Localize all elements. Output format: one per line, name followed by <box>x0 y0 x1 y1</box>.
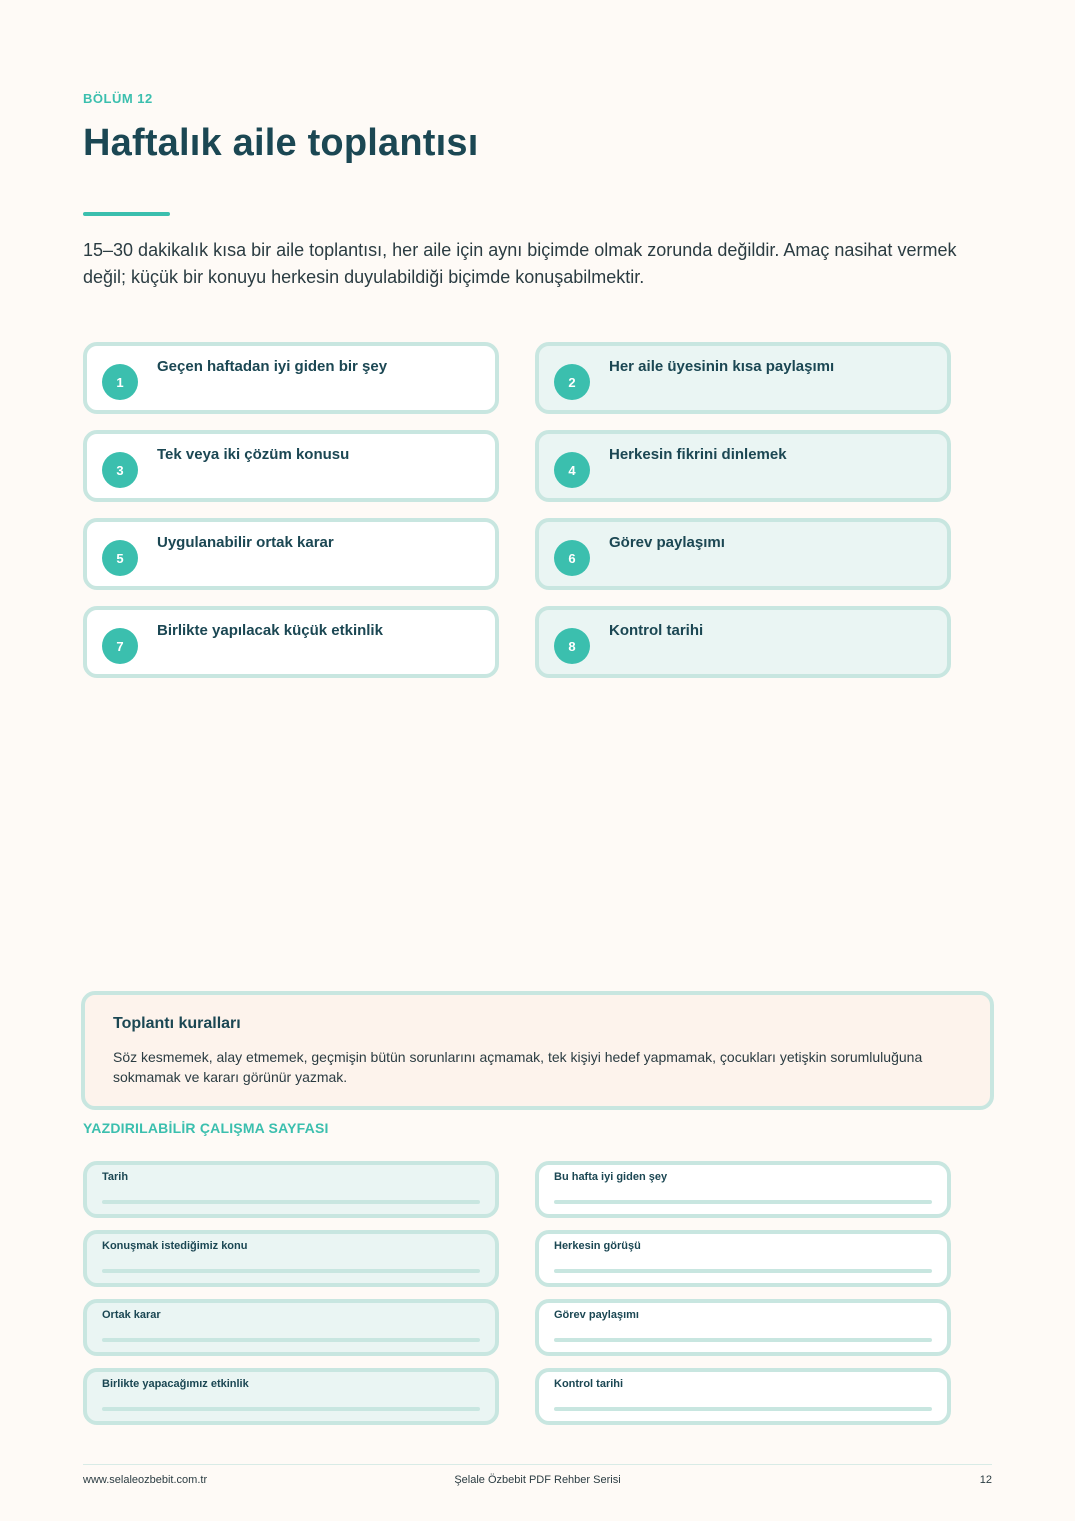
step-card <box>83 430 499 502</box>
step-label: Her aile üyesinin kısa paylaşımı <box>609 358 835 375</box>
step-number-badge: 2 <box>554 364 590 400</box>
field-label: Kontrol tarihi <box>554 1378 624 1390</box>
write-line <box>102 1407 480 1411</box>
step-label: Uygulanabilir ortak karar <box>157 534 334 551</box>
worksheet-field-good-thing[interactable] <box>535 1161 951 1218</box>
footer-series-title: Şelale Özbebit PDF Rehber Serisi <box>454 1474 621 1486</box>
step-number-badge: 3 <box>102 452 138 488</box>
page-title: Haftalık aile toplantısı <box>83 122 479 164</box>
step-label: Birlikte yapılacak küçük etkinlik <box>157 622 383 639</box>
worksheet-field-activity[interactable] <box>83 1368 499 1425</box>
step-number-badge: 8 <box>554 628 590 664</box>
step-card <box>535 518 951 590</box>
field-label: Birlikte yapacağımız etkinlik <box>102 1378 249 1390</box>
rules-title: Toplantı kuralları <box>113 1015 241 1032</box>
step-label: Herkesin fikrini dinlemek <box>609 446 787 463</box>
write-line <box>554 1338 932 1342</box>
title-accent-divider <box>83 212 170 216</box>
step-number-badge: 4 <box>554 452 590 488</box>
step-card <box>535 430 951 502</box>
worksheet-field-topic[interactable] <box>83 1230 499 1287</box>
field-label: Bu hafta iyi giden şey <box>554 1171 668 1183</box>
field-label: Herkesin görüşü <box>554 1240 641 1252</box>
worksheet-grid <box>83 1161 951 1425</box>
page-number: 12 <box>979 1474 992 1486</box>
worksheet-field-tasks[interactable] <box>535 1299 951 1356</box>
write-line <box>554 1269 932 1273</box>
write-line <box>554 1407 932 1411</box>
chapter-label: BÖLÜM 12 <box>83 91 153 106</box>
step-card <box>83 342 499 414</box>
step-number-badge: 1 <box>102 364 138 400</box>
footer-website-link[interactable]: www.selaleozbebit.com.tr <box>83 1474 208 1486</box>
step-label: Tek veya iki çözüm konusu <box>157 446 350 463</box>
step-card <box>535 606 951 678</box>
field-label: Tarih <box>102 1171 129 1183</box>
step-card <box>83 518 499 590</box>
write-line <box>102 1338 480 1342</box>
worksheet-field-opinions[interactable] <box>535 1230 951 1287</box>
worksheet-field-decision[interactable] <box>83 1299 499 1356</box>
write-line <box>102 1269 480 1273</box>
worksheet-heading: YAZDIRILABİLİR ÇALIŞMA SAYFASI <box>83 1120 329 1136</box>
write-line <box>102 1200 480 1204</box>
step-card <box>83 606 499 678</box>
meeting-steps-grid <box>83 342 951 678</box>
step-label: Görev paylaşımı <box>609 534 725 551</box>
worksheet-field-date[interactable] <box>83 1161 499 1218</box>
worksheet-field-check-date[interactable] <box>535 1368 951 1425</box>
field-label: Görev paylaşımı <box>554 1309 639 1321</box>
step-number-badge: 7 <box>102 628 138 664</box>
intro-paragraph: 15–30 dakikalık kısa bir aile toplantısı, her aile için aynı biçimde olmak zorunda değildir. Amaç nasihat vermek değil; küçük bir konuyu herkesin duyulabildiği biçimde konuşabilmektir. <box>83 240 957 287</box>
field-label: Ortak karar <box>102 1309 161 1321</box>
meeting-rules-box <box>81 991 994 1110</box>
step-label: Kontrol tarihi <box>609 622 704 639</box>
rules-text: Söz kesmemek, alay etmemek, geçmişin bütün sorunlarını açmamak, tek kişiyi hedef yapmamak, çocukları yetişkin sorumluluğuna sokmamak ve kararı görünür yazmak. <box>113 1049 923 1085</box>
footer-divider <box>83 1464 992 1465</box>
write-line <box>554 1200 932 1204</box>
step-label: Geçen haftadan iyi giden bir şey <box>157 358 388 375</box>
step-number-badge: 6 <box>554 540 590 576</box>
step-number-badge: 5 <box>102 540 138 576</box>
step-card <box>535 342 951 414</box>
field-label: Konuşmak istediğimiz konu <box>102 1240 248 1252</box>
